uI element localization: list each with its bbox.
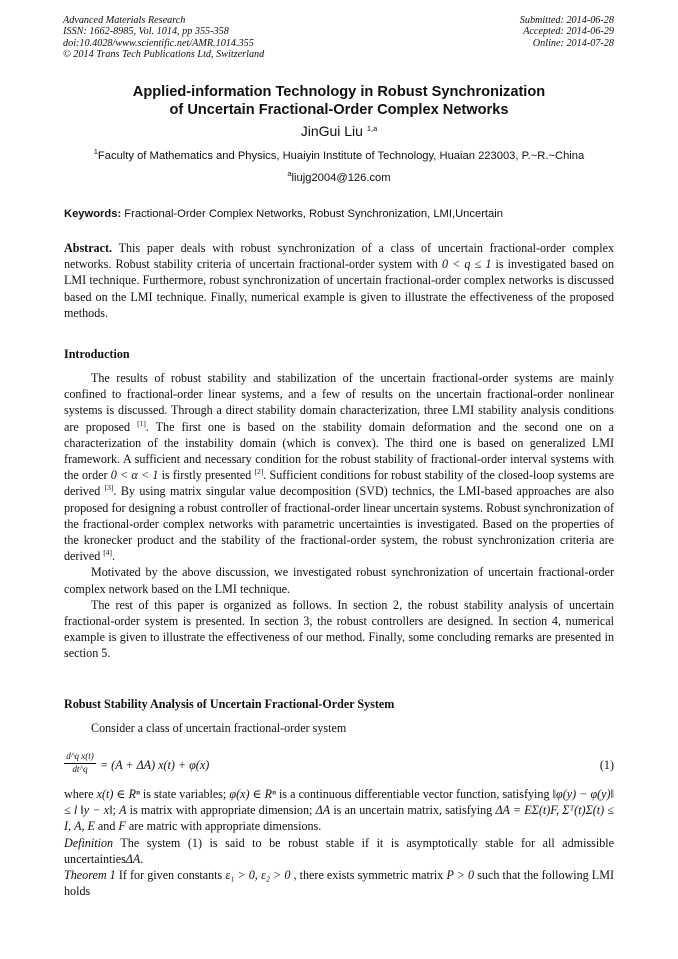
where-text: is matrix with appropriate dimension; (126, 803, 316, 818)
intro-text: . By using matrix singular value decomposition (SVD) technics, the LMI-based approaches are also proposed for designing a robust controller of fractional-order linear uncertain systems. Robust synchronization of the fractional-order complex networks with parametric uncertainties is investigated. Based on the properties of the kronecker product and the stability of the fractional-order system, the robust synchronization criteria are derived (64, 484, 614, 564)
where-math: φ(x) ∈ Rⁿ (229, 787, 276, 801)
where-text: is state variables; (139, 787, 230, 801)
abstract-text: This paper deals with robust synchronization of a class of uncertain fractional-order complex networks. Robust stability criteria of uncertain fractional-order system with (64, 241, 614, 272)
introduction-body (64, 370, 614, 662)
where-text: is a continuous differentiable vector function, satisfying (275, 787, 553, 801)
email-superscript: a (287, 169, 292, 178)
definition-label: Definition (64, 835, 114, 850)
equation-1-denominator: dt^q (72, 764, 88, 774)
theorem-label: Theorem 1 (64, 868, 116, 883)
doi-line: doi:10.4028/www.scientific.net/AMR.1014.355 (63, 37, 254, 49)
intro-text: . The first one is based on the stability domain deformation and the second one on a characterization of the instability domain (which is convex). The third one is based on generalized LMI framework. A sufficient and necessary condition for the robust stability of fractional-order interval systems with the order (64, 419, 614, 483)
journal-header-left (63, 15, 264, 61)
where-text: are matric with appropriate dimensions. (125, 819, 322, 834)
equation-1-number: (1) (599, 758, 614, 772)
where-math: x(t) ∈ Rⁿ (96, 787, 140, 801)
equation-1 (64, 751, 614, 781)
intro-paragraph-2: Motivated by the above discussion, we investigated robust synchronization of uncertain fractional-order complex network based on the LMI technique. (64, 565, 614, 596)
email (40, 169, 638, 184)
where-math: A (119, 803, 127, 818)
where-text: and (94, 819, 119, 834)
intro-text: is firstly presented (158, 468, 255, 483)
intro-paragraph-1 (64, 370, 614, 564)
online-date: Online: 2014-07-28 (532, 37, 614, 49)
keywords-text: Fractional-Order Complex Networks, Robust Synchronization, LMI,Uncertain (121, 208, 503, 220)
where-text: ; (112, 803, 120, 818)
citation-1[interactable]: [1] (137, 418, 146, 428)
citation-3[interactable]: [3] (104, 483, 114, 493)
definition-paragraph (64, 835, 614, 867)
abstract-label: Abstract. (64, 241, 113, 255)
theorem-math: ε₁ > 0, ε₂ > 0 (225, 868, 291, 883)
citation-2[interactable]: [2] (254, 467, 264, 477)
email-address[interactable]: liujg2004@126.com (291, 172, 391, 184)
intro-text: . (112, 549, 116, 564)
author-superscript: 1,a (366, 124, 378, 133)
where-math: A, E (74, 819, 95, 834)
where-text: is an uncertain matrix, satisfying (330, 803, 496, 818)
theorem-text: If for given constants (115, 868, 226, 883)
system-intro: Consider a class of uncertain fractional-order system (91, 721, 347, 735)
author-name: JinGui Liu (300, 123, 363, 139)
affiliation-text: Faculty of Mathematics and Physics, Huaiyin Institute of Technology, Huaian 223003, P.~R.~China (97, 150, 585, 162)
issn-line: ISSN: 1662-8985, Vol. 1014, pp 355-358 (63, 26, 229, 38)
section-2-heading: Robust Stability Analysis of Uncertain Fractional-Order System (64, 697, 395, 711)
theorem-text: such that the following LMI holds (64, 868, 614, 899)
intro-text: The results of robust stability and stabilization of the uncertain fractional-order systems are mainly confined to fractional-order linear systems, and a few of results on the uncertain fractional-order nonlinear systems is discussed. Through a direct stability domain characterization, three LMI stability analysis conditions are proposed (64, 371, 614, 434)
section-2-intro (64, 720, 614, 736)
journal-name: Advanced Materials Research (63, 15, 186, 26)
title-line-2: of Uncertain Fractional-Order Complex Networks (169, 102, 509, 118)
where-math: F (118, 819, 126, 834)
copyright-line: © 2014 Trans Tech Publications Ltd, Switzerland (63, 49, 265, 61)
title-line-1: Applied-information Technology in Robust Synchronization (132, 84, 546, 100)
definition-text: The system (1) is said to be robust stable if it is asymptotically stable for all admissible uncertainties (64, 835, 614, 866)
affiliation-superscript: 1 (93, 147, 98, 156)
where-text: , (68, 819, 75, 834)
where-math: ΔA = EΣ(t)F, Σᵀ(t)Σ(t) ≤ I (64, 803, 615, 834)
theorem-math: P > 0 (446, 868, 475, 883)
where-text: where (64, 787, 97, 801)
keywords (64, 208, 624, 220)
abstract-paragraph (64, 240, 614, 321)
abstract-text: is investigated based on LMI technique. Furthermore, robust synchronization of uncertain fractional-order complex networks is discussed based on the LMI technique. Finally, numerical example is given to illustrate the effectiveness of the proposed methods. (64, 257, 614, 320)
where-paragraph (64, 786, 614, 835)
accepted-date: Accepted: 2014-06-29 (523, 26, 614, 38)
definition-math: ΔA (125, 851, 141, 866)
introduction-heading: Introduction (64, 347, 130, 361)
author (40, 123, 638, 139)
intro-math-alpha: 0 < α < 1 (110, 468, 159, 483)
abstract-math: 0 < q ≤ 1 (441, 257, 492, 272)
equation-1-numerator: d^q x(t) (64, 751, 96, 764)
abstract (64, 240, 614, 321)
section-2-body (64, 786, 614, 899)
submitted-date: Submitted: 2014-06-28 (519, 15, 614, 26)
equation-1-fraction (64, 751, 96, 775)
definition-text: . (140, 851, 144, 866)
intro-text: . Sufficient conditions for robust stability of the closed-loop systems are derived (64, 468, 615, 499)
journal-header-right (520, 15, 614, 49)
equation-1-rhs: = (A + ΔA) x(t) + φ(x) (100, 758, 210, 772)
theorem-paragraph (64, 867, 614, 899)
keywords-label: Keywords: (64, 208, 122, 220)
citation-4[interactable]: [4] (103, 548, 113, 558)
where-math: ‖φ(y) − φ(y)‖ ≤ l ‖y − x‖ (64, 787, 614, 818)
intro-paragraph-3: The rest of this paper is organized as follows. In section 2, the robust stability analysis of uncertain fractional-order system is presented. In section 3, the robust controllers are designed. In section 4, numerical example is given to illustrate the effectiveness of our method. Finally, some concluding remarks are presented in section 5. (64, 597, 614, 661)
paper-title (40, 83, 638, 119)
theorem-text: , there exists symmetric matrix (290, 868, 447, 883)
affiliation (20, 147, 658, 162)
where-math: ΔA (315, 803, 331, 818)
